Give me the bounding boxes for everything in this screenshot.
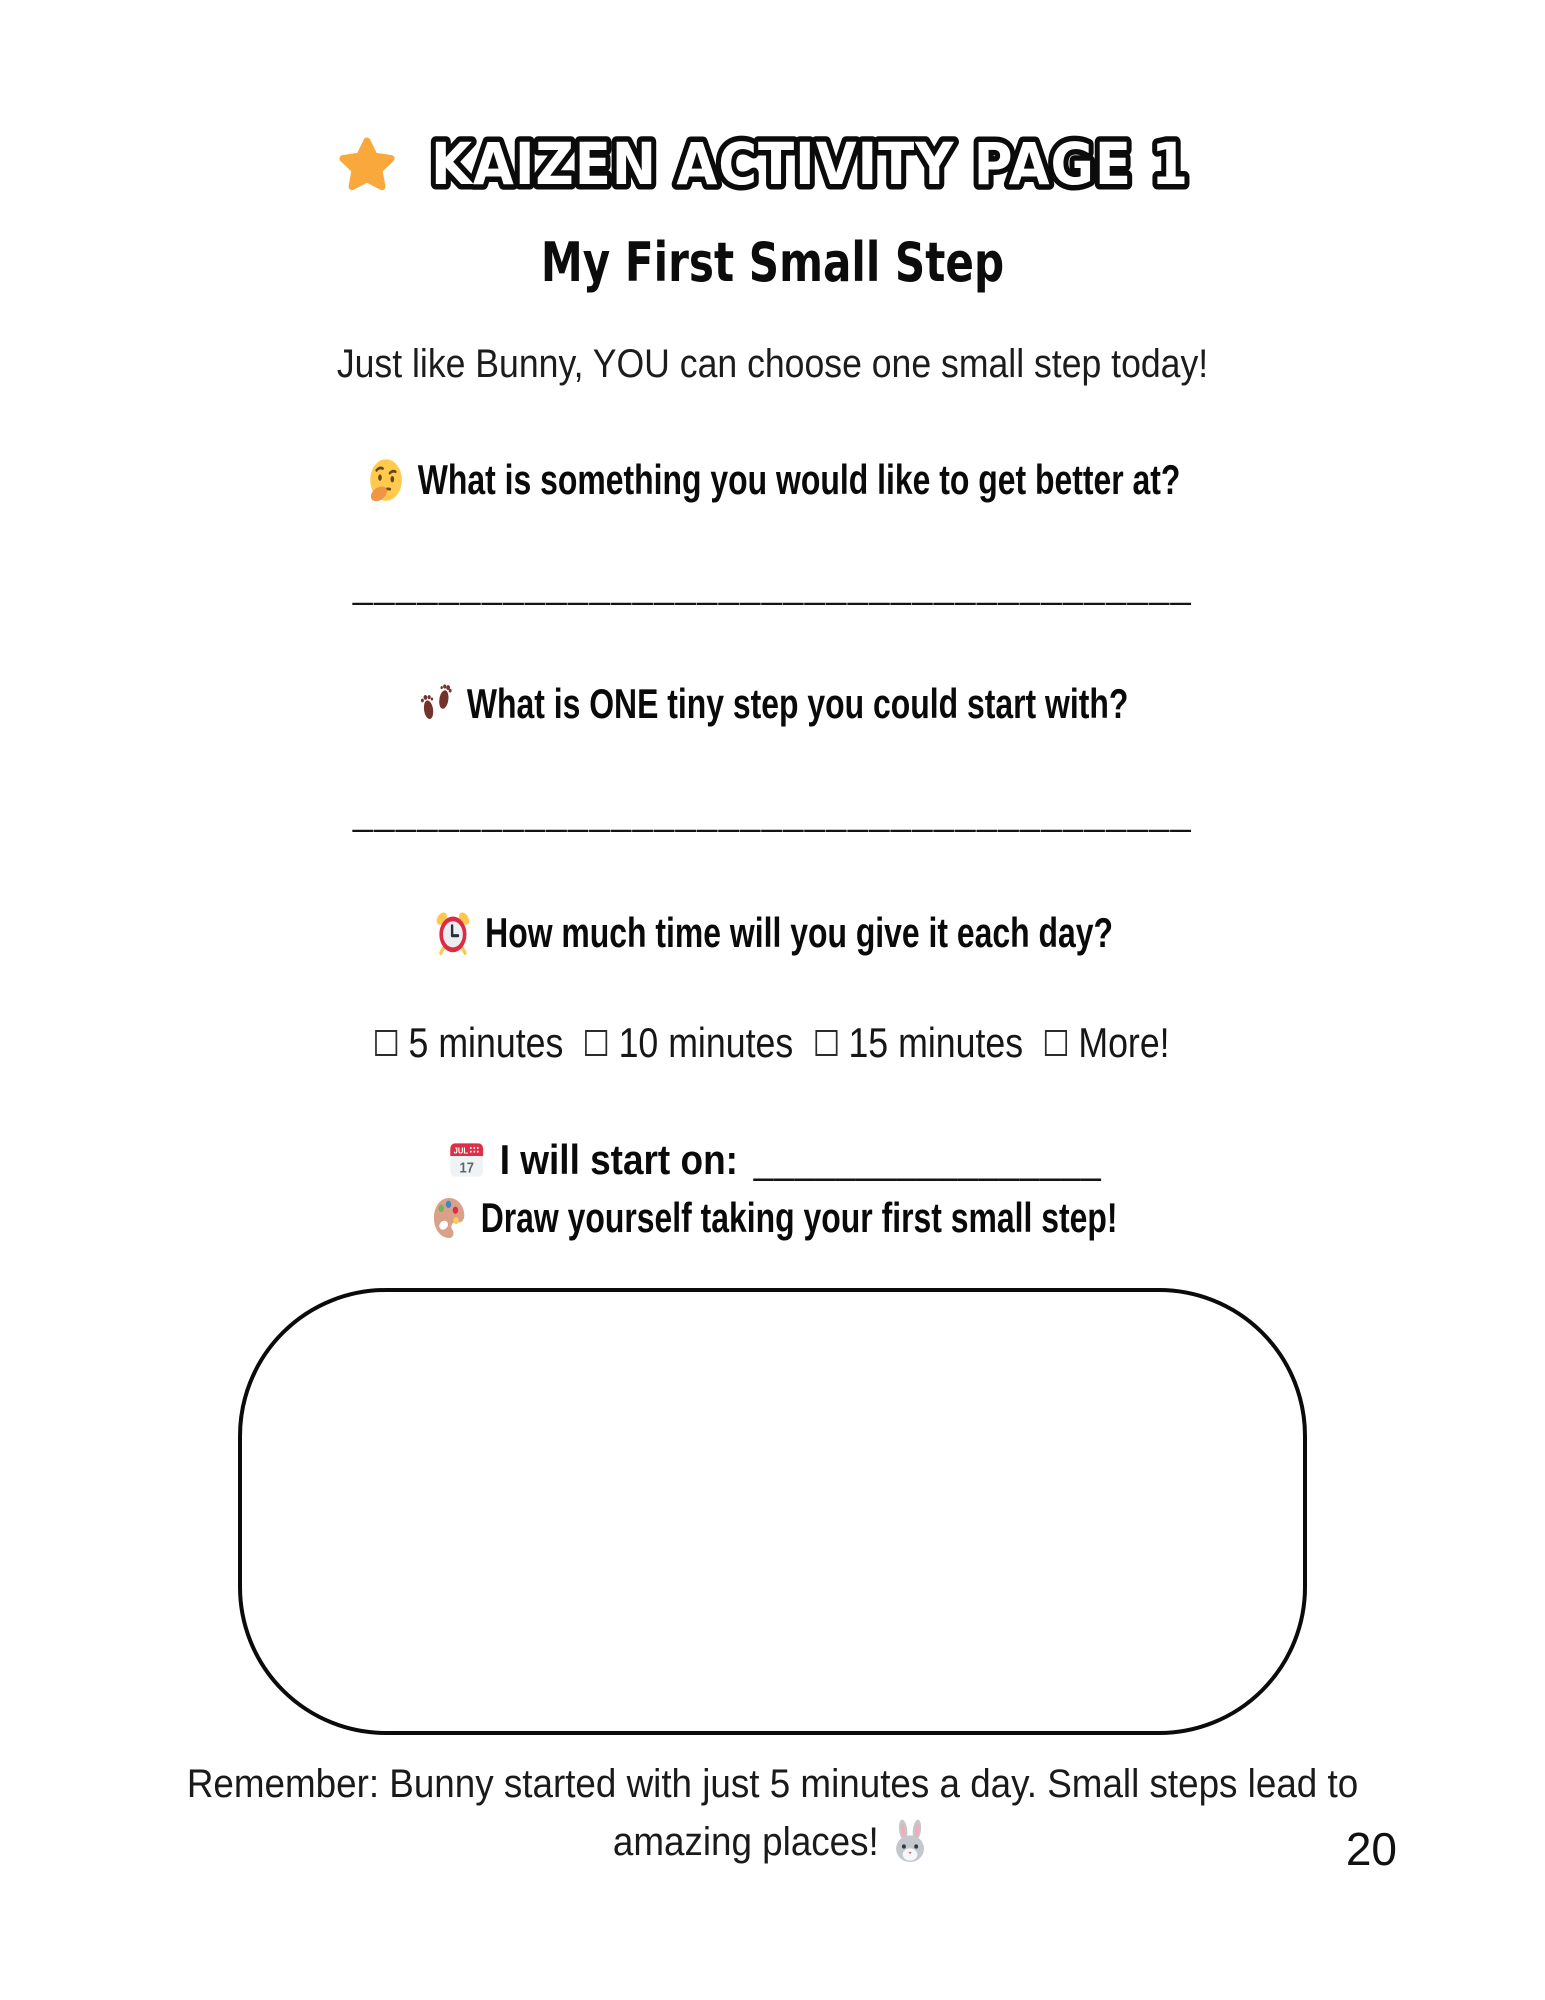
answer-line-1-text: _______________________________________: [352, 565, 1193, 606]
page-subtitle: [170, 231, 1375, 294]
start-date-line: [93, 1136, 1453, 1184]
checkbox-icon: [1045, 1030, 1067, 1056]
time-option: [375, 1019, 564, 1066]
rabbit-face-icon: [888, 1818, 932, 1866]
thinking-face-icon: [365, 456, 408, 504]
reminder-text-2: amazing places!: [612, 1820, 879, 1864]
time-option: [585, 1019, 794, 1066]
question-1-label: What is something you would like to get better at?: [417, 456, 1181, 503]
answer-line-2: [0, 792, 1545, 833]
draw-prompt-label: Draw yourself taking your first small step!: [480, 1194, 1118, 1241]
page-number: 20: [1345, 1823, 1397, 1875]
time-option: [1045, 1019, 1170, 1066]
question-2: [185, 681, 1359, 727]
reminder-line-1: [62, 1764, 1483, 1804]
time-option-label: 5 minutes: [408, 1019, 564, 1066]
start-date-blank: _________________: [753, 1138, 1102, 1182]
time-option-label: 15 minutes: [848, 1019, 1024, 1066]
answer-line-1: [0, 565, 1545, 606]
reminder-text-1: Remember: Bunny started with just 5 minutes a day. Small steps lead to: [186, 1762, 1359, 1806]
question-2-label: What is ONE tiny step you could start with?: [466, 680, 1129, 727]
page-header: [0, 116, 1545, 212]
subtitle-text: My First Small Step: [540, 231, 1005, 294]
tagline-text: Just like Bunny, YOU can choose one small step today!: [336, 342, 1209, 386]
checkbox-icon: [815, 1030, 837, 1056]
checkbox-icon: [585, 1030, 607, 1056]
page-title: KAIZEN ACTIVITY PAGE 1: [430, 130, 1189, 198]
start-date-label: I will start on:: [499, 1136, 738, 1183]
question-1: [185, 456, 1359, 504]
reminder-line-2: [62, 1818, 1483, 1866]
star-icon: [336, 133, 398, 195]
tagline: [85, 344, 1460, 384]
question-3-label: How much time will you give it each day?: [485, 909, 1114, 956]
time-option: [815, 1019, 1024, 1066]
palette-icon: [427, 1194, 470, 1242]
time-option-label: More!: [1078, 1019, 1170, 1066]
time-options: [116, 1019, 1429, 1066]
question-3: [185, 909, 1359, 957]
footprints-icon: [417, 681, 457, 727]
alarm-clock-icon: [432, 909, 475, 957]
answer-line-2-text: _______________________________________: [352, 792, 1193, 833]
calendar-month-label: JUL: [453, 1145, 468, 1156]
time-option-label: 10 minutes: [618, 1019, 794, 1066]
draw-prompt: [185, 1194, 1359, 1242]
calendar-day-label: 17: [459, 1158, 474, 1176]
checkbox-icon: [375, 1030, 397, 1056]
drawing-box: [238, 1288, 1307, 1735]
calendar-icon: [443, 1136, 489, 1184]
